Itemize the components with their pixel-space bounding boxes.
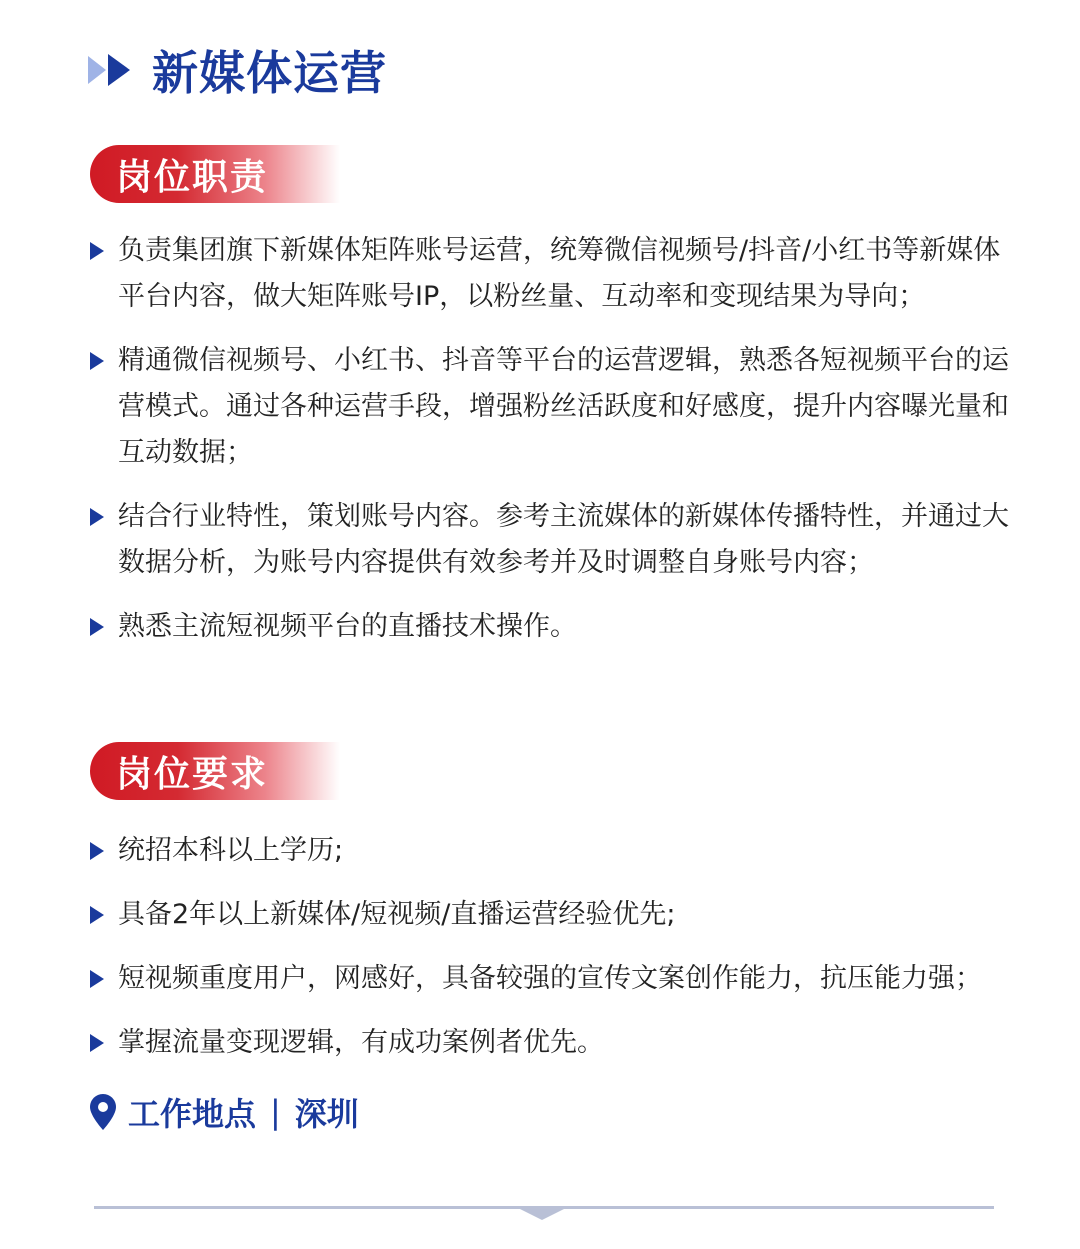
requirements-list: [90, 828, 1010, 1084]
page-title: 新媒体运营: [152, 46, 387, 100]
list-item: [90, 828, 1010, 874]
double-arrow-icon: [88, 52, 136, 88]
list-item: [90, 228, 1010, 320]
list-item: [90, 604, 1010, 650]
list-item-text: 掌握流量变现逻辑，有成功案例者优先。: [118, 1027, 604, 1058]
page-header: [88, 38, 387, 102]
list-item: [90, 892, 1010, 938]
list-item-text: 负责集团旗下新媒体矩阵账号运营，统筹微信视频号/抖音/小红书等新媒体平台内容，做大矩阵账号IP，以粉丝量、互动率和变现结果为导向；: [118, 235, 1001, 312]
work-location: [90, 1088, 359, 1136]
triangle-bullet-icon: [90, 906, 104, 924]
triangle-bullet-icon: [90, 242, 104, 260]
section-tag-requirements: [90, 742, 340, 800]
triangle-bullet-icon: [90, 508, 104, 526]
list-item-text: 熟悉主流短视频平台的直播技术操作。: [118, 611, 577, 642]
list-item-text: 结合行业特性，策划账号内容。参考主流媒体的新媒体传播特性，并通过大数据分析，为账号内容提供有效参考并及时调整自身账号内容；: [118, 501, 1009, 578]
list-item: [90, 494, 1010, 586]
list-item-text: 具备2年以上新媒体/短视频/直播运营经验优先;: [118, 899, 676, 930]
location-city: 深圳: [294, 1095, 359, 1133]
section-tag-label: 岗位职责: [116, 156, 269, 198]
section-tag-label: 岗位要求: [116, 753, 269, 795]
list-item: [90, 1020, 1010, 1066]
location-label: 工作地点: [128, 1095, 257, 1133]
section-tag-duties: [90, 145, 340, 203]
triangle-bullet-icon: [90, 970, 104, 988]
list-item: [90, 956, 1010, 1002]
footer-notch-icon: [518, 1208, 566, 1220]
location-pin-icon: [90, 1094, 116, 1130]
triangle-bullet-icon: [90, 352, 104, 370]
list-item-text: 短视频重度用户，网感好，具备较强的宣传文案创作能力，抗压能力强；: [118, 963, 982, 994]
duties-list: [90, 228, 1010, 668]
list-item: [90, 338, 1010, 476]
list-item-text: 精通微信视频号、小红书、抖音等平台的运营逻辑，熟悉各短视频平台的运营模式。通过各种运营手段，增强粉丝活跃度和好感度，提升内容曝光量和互动数据；: [118, 345, 1009, 468]
list-item-text: 统招本科以上学历;: [118, 835, 344, 866]
triangle-bullet-icon: [90, 618, 104, 636]
triangle-bullet-icon: [90, 842, 104, 860]
triangle-bullet-icon: [90, 1034, 104, 1052]
location-separator: |: [270, 1093, 281, 1131]
